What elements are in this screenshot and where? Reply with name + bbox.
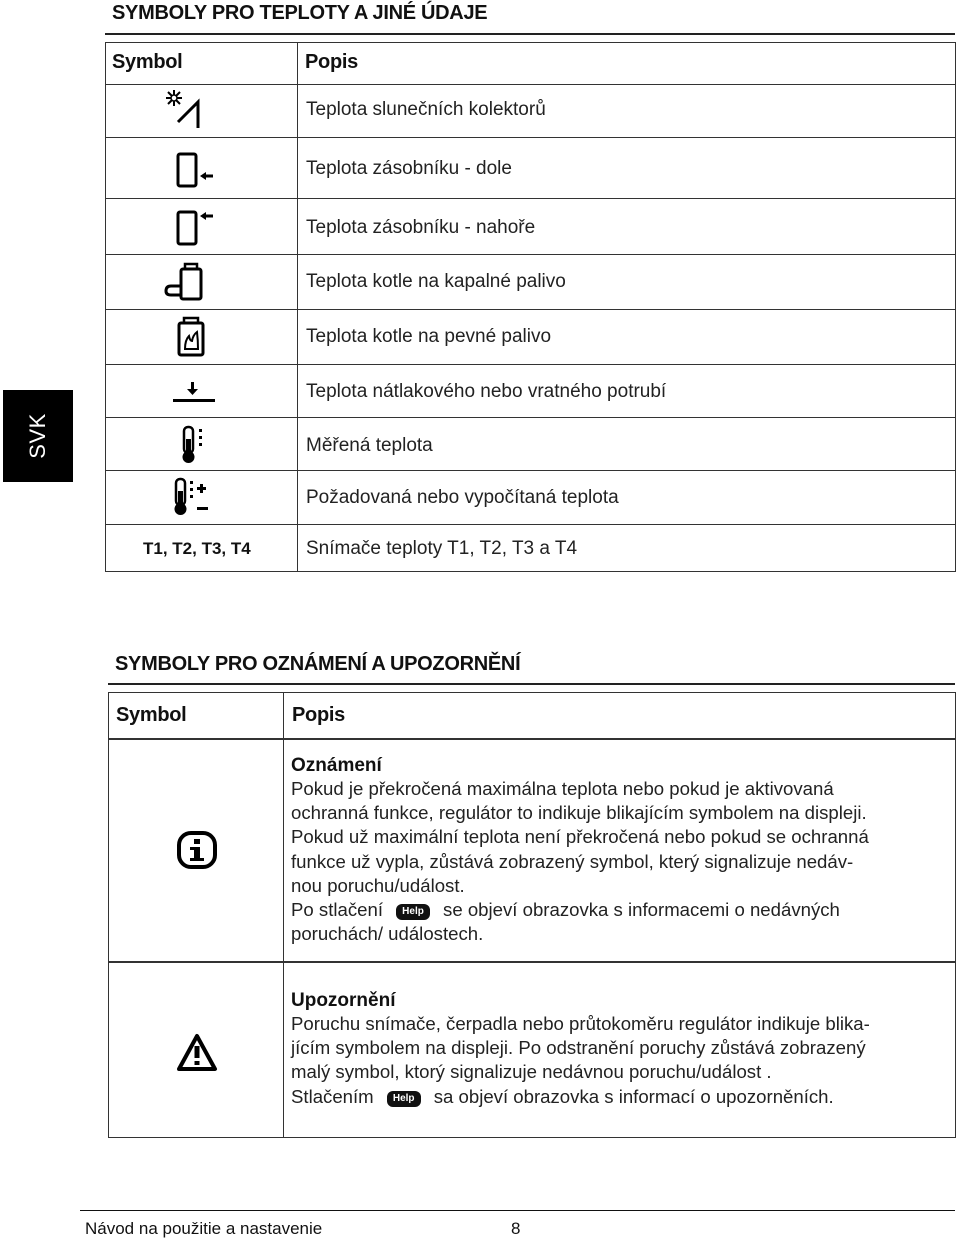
- help-line-before: Stlačením: [291, 1085, 374, 1107]
- notice-line: poruchách/ událostech.: [291, 923, 484, 945]
- solar-collector-icon: [164, 88, 208, 130]
- row-divider: [105, 309, 956, 310]
- help-line-after: sa objeví obrazovka s informací o upozorněních.: [433, 1085, 834, 1107]
- row-divider: [105, 524, 956, 525]
- notice-line: Pokud je překročená maximálna teplota nebo pokud je aktivovaná: [291, 778, 834, 799]
- warning-line: jícím symbolem na displeji. Po odstranění poruchy zůstává zobrazený: [291, 1037, 866, 1059]
- liquid-fuel-boiler-icon: [163, 262, 205, 302]
- notice-line: funkce už vypla, zůstává zobrazený symbol, který signalizuje nedáv-: [291, 850, 854, 872]
- row-description: Teplota nátlakového nebo vratného potrubí: [306, 381, 667, 402]
- row-divider: [105, 417, 956, 418]
- warning-line: Poruchu snímače, čerpadla nebo průtokoměru regulátor indikuje blika-: [291, 1013, 870, 1034]
- warning-title: Upozornění: [291, 990, 396, 1011]
- notice-section-title: SYMBOLY PRO OZNÁMENÍ A UPOZORNĚNÍ: [115, 653, 521, 675]
- language-tab-label: SVK: [25, 413, 50, 459]
- row-divider: [105, 198, 956, 199]
- notice-table-header: [108, 692, 956, 740]
- footer-title: Návod na použitie a nastavenie: [85, 1219, 323, 1238]
- info-icon: [176, 830, 218, 870]
- language-tab: [3, 390, 73, 482]
- warning-row: [108, 962, 956, 1138]
- notice-line: ochranná funkce, regulátor to indikuje blikajícím symbolem na displeji.: [291, 802, 867, 824]
- description-column-header: Popis: [305, 51, 358, 73]
- column-divider: [283, 739, 284, 961]
- warning-help-line: [291, 1085, 951, 1109]
- row-description: Teplota kotle na pevné palivo: [306, 326, 552, 347]
- table-border-top: [105, 42, 956, 43]
- warning-text-block: [291, 990, 951, 1109]
- row-description: Teplota zásobníku - nahoře: [306, 217, 536, 238]
- solid-fuel-boiler-icon: [176, 316, 208, 358]
- symbol-column-header: Symbol: [112, 51, 183, 73]
- column-divider: [283, 963, 284, 1137]
- notice-help-line: [291, 898, 951, 922]
- row-description: Teplota zásobníku - dole: [306, 158, 512, 179]
- help-button-icon: Help: [387, 1091, 421, 1107]
- row-divider: [105, 254, 956, 255]
- notice-line: nou poruchu/událost.: [291, 874, 465, 896]
- help-button-icon: Help: [396, 904, 430, 920]
- row-divider: [105, 364, 956, 365]
- notice-title: Oznámení: [291, 755, 382, 776]
- sensor-symbol-text: T1, T2, T3, T4: [143, 539, 251, 558]
- row-description: Teplota slunečních kolektorů: [306, 99, 546, 120]
- row-description: Měřená teplota: [306, 435, 433, 456]
- pipe-temperature-icon: [171, 380, 217, 406]
- notice-text-block: [291, 755, 951, 946]
- temperature-section-title: SYMBOLY PRO TEPLOTY A JINÉ ÚDAJE: [112, 2, 488, 24]
- notice-row: [108, 738, 956, 962]
- table-border-bottom: [105, 571, 956, 572]
- row-divider: [105, 470, 956, 471]
- table-column-divider: [297, 42, 298, 572]
- page-number: 8: [511, 1219, 521, 1238]
- row-description: Požadovaná nebo vypočítaná teplota: [306, 487, 619, 508]
- table-border-right: [955, 42, 956, 572]
- symbol-column-header: Symbol: [116, 704, 187, 726]
- help-line-before: Po stlačení: [291, 899, 383, 921]
- warning-line: malý symbol, ktorý signalizuje nedávnou poruchu/událost .: [291, 1061, 772, 1083]
- section-rule: [105, 33, 955, 35]
- section-rule: [108, 683, 955, 685]
- thermometer-icon: [180, 425, 206, 465]
- row-divider: [105, 137, 956, 138]
- row-description: Snímače teploty T1, T2, T3 a T4: [306, 538, 578, 559]
- column-divider: [283, 693, 284, 739]
- tank-top-icon: [176, 208, 216, 246]
- row-divider: [105, 84, 956, 85]
- notice-line: Pokud už maximální teplota není překročená nebo pokud se ochranná: [291, 826, 869, 848]
- tank-bottom-icon: [176, 152, 216, 188]
- warning-icon: [176, 1033, 218, 1073]
- footer-rule: [80, 1210, 955, 1211]
- row-description: Teplota kotle na kapalné palivo: [306, 271, 566, 292]
- help-line-after: se objeví obrazovka s informacemi o nedávných: [443, 899, 840, 921]
- thermometer-setpoint-icon: [172, 476, 212, 518]
- table-border-left: [105, 42, 106, 572]
- description-column-header: Popis: [292, 704, 345, 726]
